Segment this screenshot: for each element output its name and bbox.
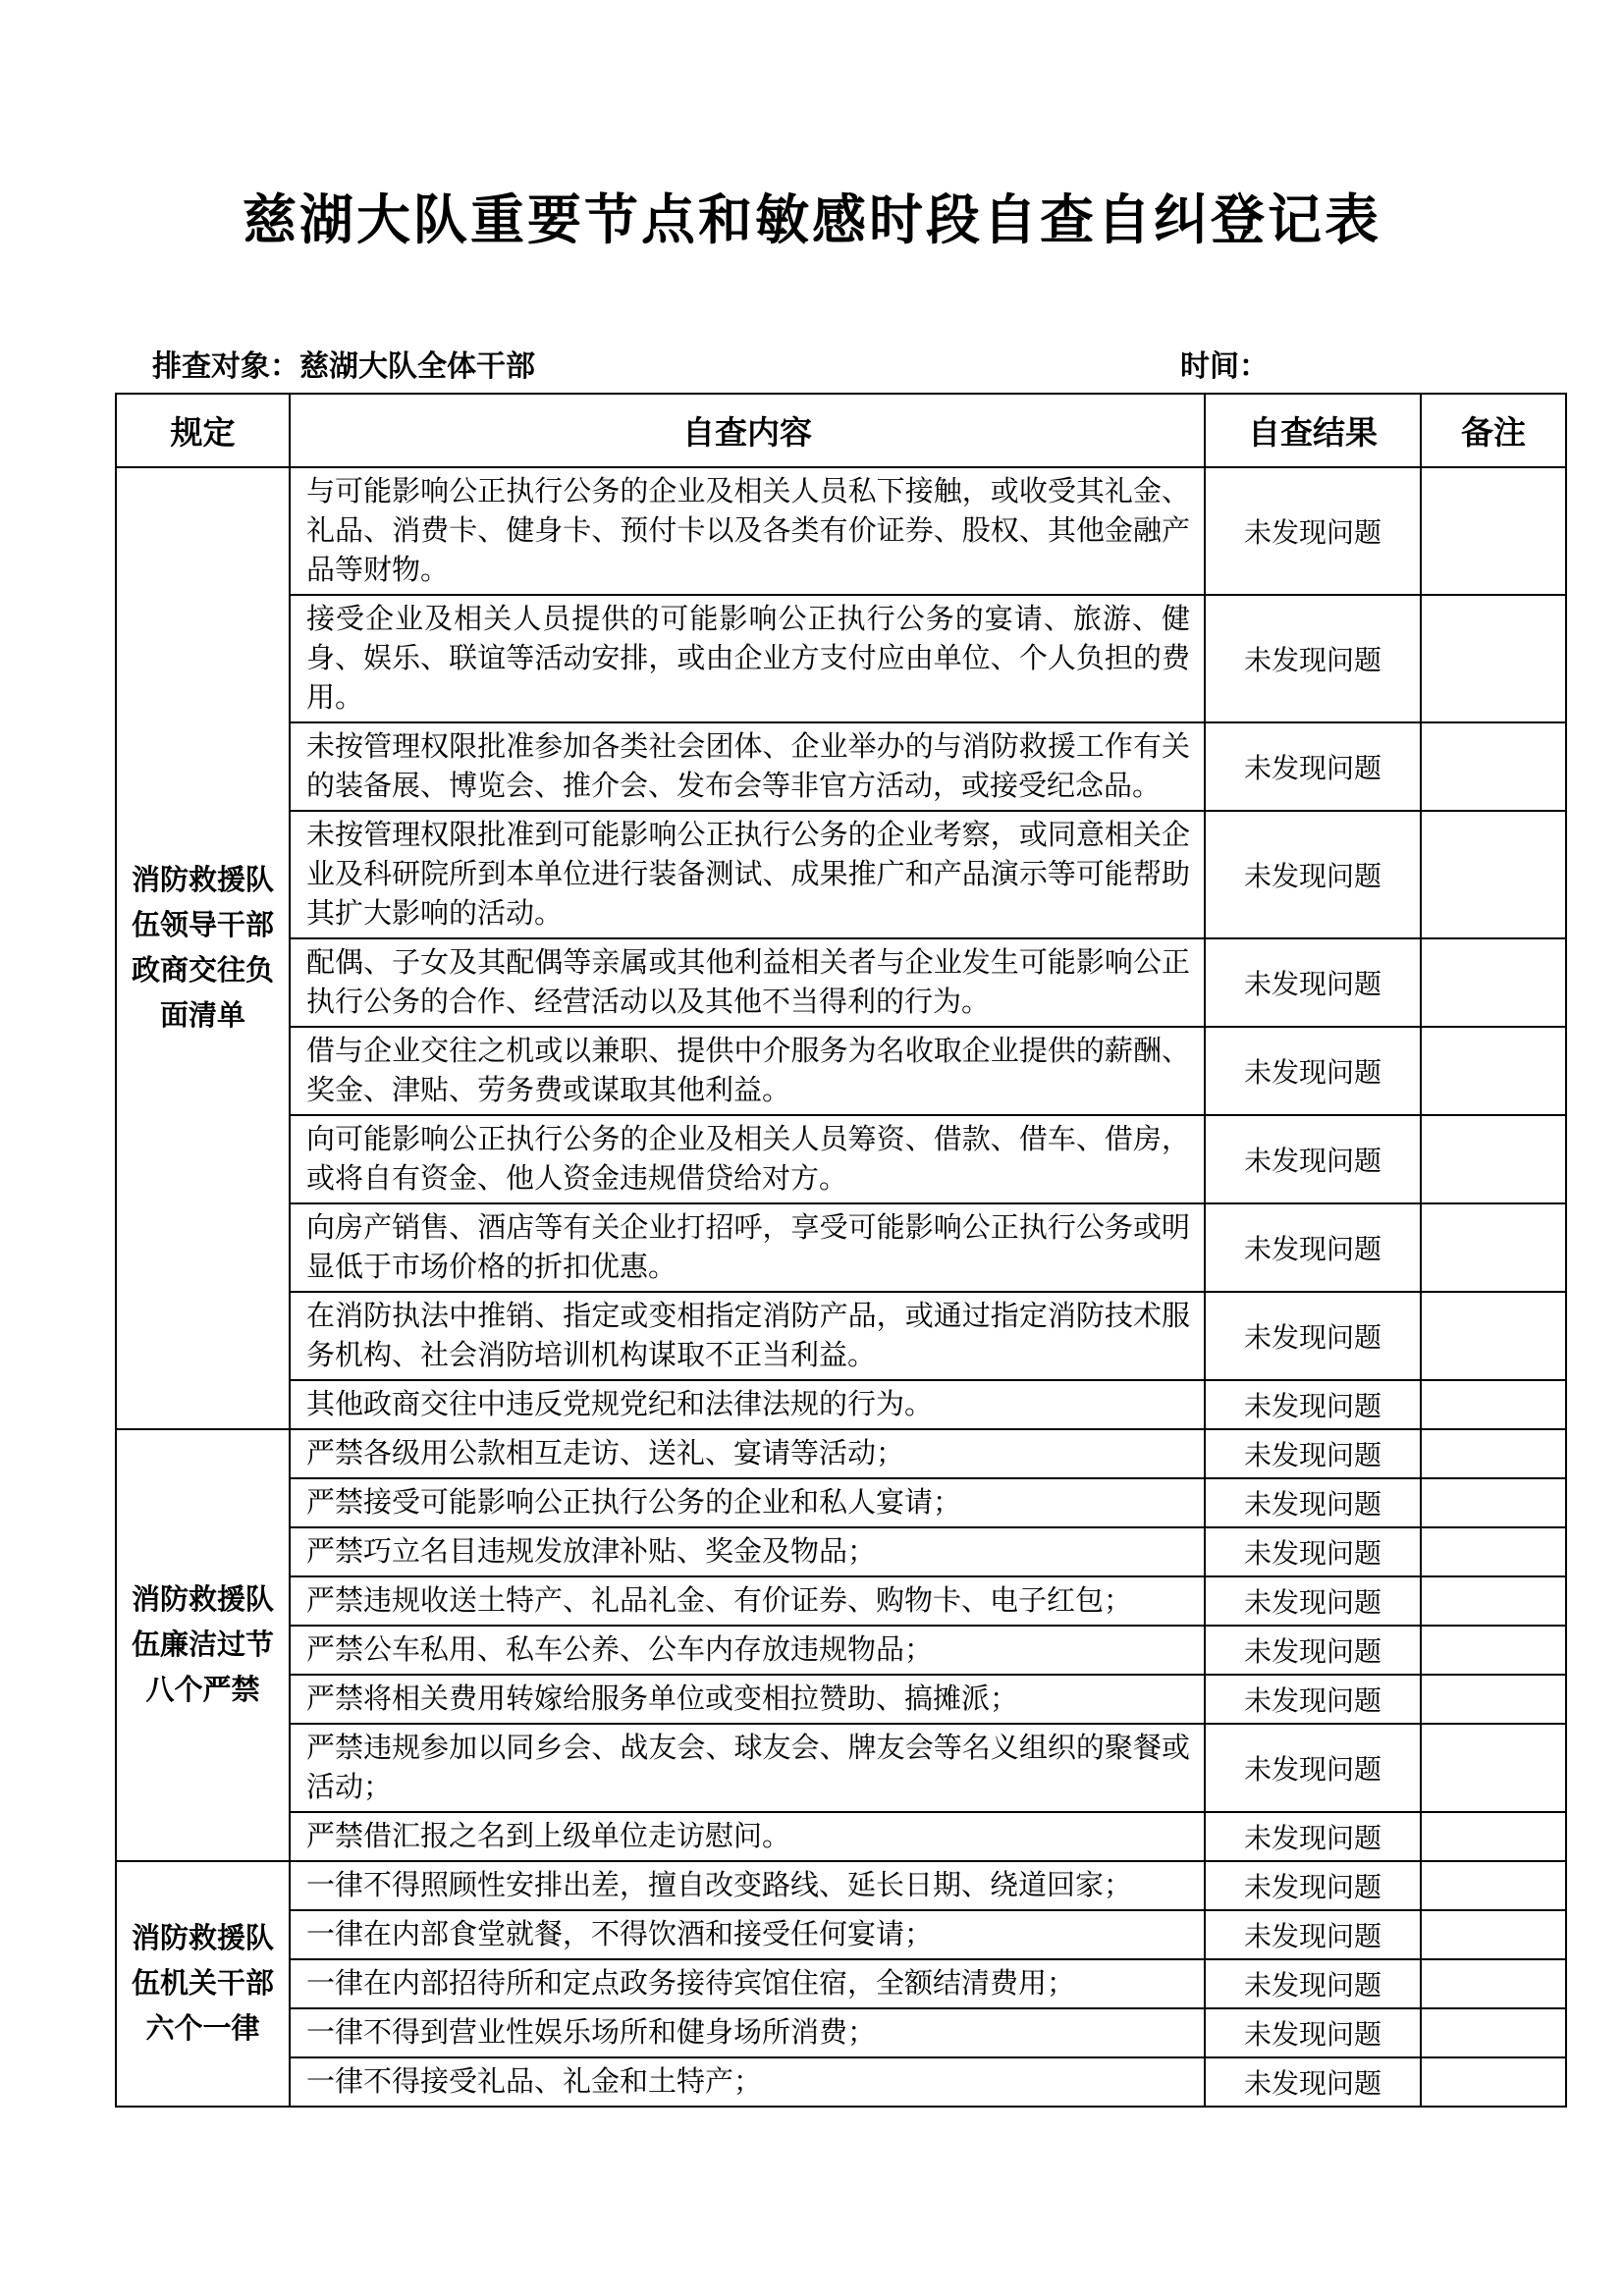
table-header-row [116,394,1566,467]
result-cell: 未发现问题 [1205,1724,1421,1812]
result-cell: 未发现问题 [1205,1203,1421,1292]
survey-target-label: 排查对象：慈湖大队全体干部 [152,350,535,383]
table-row [116,1380,1566,1429]
content-cell: 严禁违规参加以同乡会、战友会、球友会、牌友会等名义组织的聚餐或活动； [290,1724,1205,1812]
table-row [116,1861,1566,1910]
register-table [115,393,1567,2108]
result-cell: 未发现问题 [1205,1626,1421,1675]
content-cell: 严禁公车私用、私车公养、公车内存放违规物品； [290,1626,1205,1675]
table-row [116,1292,1566,1380]
content-cell: 向房产销售、酒店等有关企业打招呼，享受可能影响公正执行公务或明显低于市场价格的折扣优惠。 [290,1203,1205,1292]
table-body [116,467,1566,2107]
result-cell: 未发现问题 [1205,595,1421,722]
remark-cell [1421,1380,1566,1429]
result-cell: 未发现问题 [1205,811,1421,938]
result-cell: 未发现问题 [1205,1910,1421,1959]
remark-cell [1421,1812,1566,1861]
table-row [116,1675,1566,1724]
remark-cell [1421,811,1566,938]
content-cell: 一律不得到营业性娱乐场所和健身场所消费； [290,2008,1205,2057]
table-row [116,467,1566,595]
content-cell: 严禁各级用公款相互走访、送礼、宴请等活动； [290,1429,1205,1478]
result-cell: 未发现问题 [1205,2057,1421,2107]
result-cell: 未发现问题 [1205,1478,1421,1527]
page-title: 慈湖大队重要节点和敏感时段自查自纠登记表 [242,189,1381,250]
table-row [116,2008,1566,2057]
result-cell: 未发现问题 [1205,2008,1421,2057]
table-row [116,595,1566,722]
content-cell: 未按管理权限批准参加各类社会团体、企业举办的与消防救援工作有关的装备展、博览会、推介会、发布会等非官方活动，或接受纪念品。 [290,722,1205,811]
time-label: 时间： [1180,350,1269,383]
result-cell: 未发现问题 [1205,1576,1421,1626]
result-cell: 未发现问题 [1205,1115,1421,1203]
header-remark: 备注 [1421,394,1566,467]
result-cell: 未发现问题 [1205,1959,1421,2008]
remark-cell [1421,1292,1566,1380]
result-cell: 未发现问题 [1205,1527,1421,1576]
meta-row [115,342,1565,387]
remark-cell [1421,1429,1566,1478]
content-cell: 其他政商交往中违反党规党纪和法律法规的行为。 [290,1380,1205,1429]
table-row [116,1478,1566,1527]
table-row [116,1115,1566,1203]
table-row [116,1203,1566,1292]
table-row [116,1626,1566,1675]
table-row [116,938,1566,1027]
table-row [116,2057,1566,2107]
content-cell: 一律不得照顾性安排出差，擅自改变路线、延长日期、绕道回家； [290,1861,1205,1910]
remark-cell [1421,1478,1566,1527]
table-row [116,1527,1566,1576]
content-cell: 向可能影响公正执行公务的企业及相关人员筹资、借款、借车、借房，或将自有资金、他人资金违规借贷给对方。 [290,1115,1205,1203]
content-cell: 一律在内部食堂就餐，不得饮酒和接受任何宴请； [290,1910,1205,1959]
content-cell: 严禁接受可能影响公正执行公务的企业和私人宴请； [290,1478,1205,1527]
header-result: 自查结果 [1205,394,1421,467]
remark-cell [1421,595,1566,722]
regulation-cell: 消防救援队伍廉洁过节八个严禁 [116,1429,290,1861]
remark-cell [1421,938,1566,1027]
remark-cell [1421,1027,1566,1115]
remark-cell [1421,1675,1566,1724]
content-cell: 在消防执法中推销、指定或变相指定消防产品，或通过指定消防技术服务机构、社会消防培训机构谋取不正当利益。 [290,1292,1205,1380]
table-row [116,1910,1566,1959]
remark-cell [1421,2008,1566,2057]
result-cell: 未发现问题 [1205,1675,1421,1724]
table-row [116,722,1566,811]
table-row [116,1027,1566,1115]
result-cell: 未发现问题 [1205,467,1421,595]
result-cell: 未发现问题 [1205,1027,1421,1115]
remark-cell [1421,2057,1566,2107]
remark-cell [1421,1626,1566,1675]
remark-cell [1421,467,1566,595]
regulation-cell: 消防救援队伍领导干部政商交往负面清单 [116,467,290,1429]
table-row [116,811,1566,938]
content-cell: 配偶、子女及其配偶等亲属或其他利益相关者与企业发生可能影响公正执行公务的合作、经营活动以及其他不当得利的行为。 [290,938,1205,1027]
remark-cell [1421,1115,1566,1203]
content-cell: 借与企业交往之机或以兼职、提供中介服务为名收取企业提供的薪酬、奖金、津贴、劳务费或谋取其他利益。 [290,1027,1205,1115]
result-cell: 未发现问题 [1205,938,1421,1027]
result-cell: 未发现问题 [1205,1812,1421,1861]
regulation-cell: 消防救援队伍机关干部六个一律 [116,1861,290,2107]
remark-cell [1421,1910,1566,1959]
content-cell: 严禁将相关费用转嫁给服务单位或变相拉赞助、搞摊派； [290,1675,1205,1724]
header-regulation: 规定 [116,394,290,467]
remark-cell [1421,1576,1566,1626]
result-cell: 未发现问题 [1205,722,1421,811]
table-row [116,1724,1566,1812]
content-cell: 严禁借汇报之名到上级单位走访慰问。 [290,1812,1205,1861]
header-content: 自查内容 [290,394,1205,467]
table-row [116,1576,1566,1626]
result-cell: 未发现问题 [1205,1380,1421,1429]
table-row [116,1812,1566,1861]
content-cell: 接受企业及相关人员提供的可能影响公正执行公务的宴请、旅游、健身、娱乐、联谊等活动安排，或由企业方支付应由单位、个人负担的费用。 [290,595,1205,722]
content-cell: 一律不得接受礼品、礼金和土特产； [290,2057,1205,2107]
result-cell: 未发现问题 [1205,1429,1421,1478]
remark-cell [1421,1724,1566,1812]
content-cell: 与可能影响公正执行公务的企业及相关人员私下接触，或收受其礼金、礼品、消费卡、健身卡、预付卡以及各类有价证券、股权、其他金融产品等财物。 [290,467,1205,595]
content-cell: 严禁违规收送土特产、礼品礼金、有价证券、购物卡、电子红包； [290,1576,1205,1626]
remark-cell [1421,1861,1566,1910]
result-cell: 未发现问题 [1205,1861,1421,1910]
remark-cell [1421,1203,1566,1292]
result-cell: 未发现问题 [1205,1292,1421,1380]
remark-cell [1421,722,1566,811]
table-row [116,1429,1566,1478]
content-cell: 严禁巧立名目违规发放津补贴、奖金及物品； [290,1527,1205,1576]
remark-cell [1421,1527,1566,1576]
remark-cell [1421,1959,1566,2008]
content-cell: 未按管理权限批准到可能影响公正执行公务的企业考察，或同意相关企业及科研院所到本单位进行装备测试、成果推广和产品演示等可能帮助其扩大影响的活动。 [290,811,1205,938]
table-row [116,1959,1566,2008]
content-cell: 一律在内部招待所和定点政务接待宾馆住宿，全额结清费用； [290,1959,1205,2008]
